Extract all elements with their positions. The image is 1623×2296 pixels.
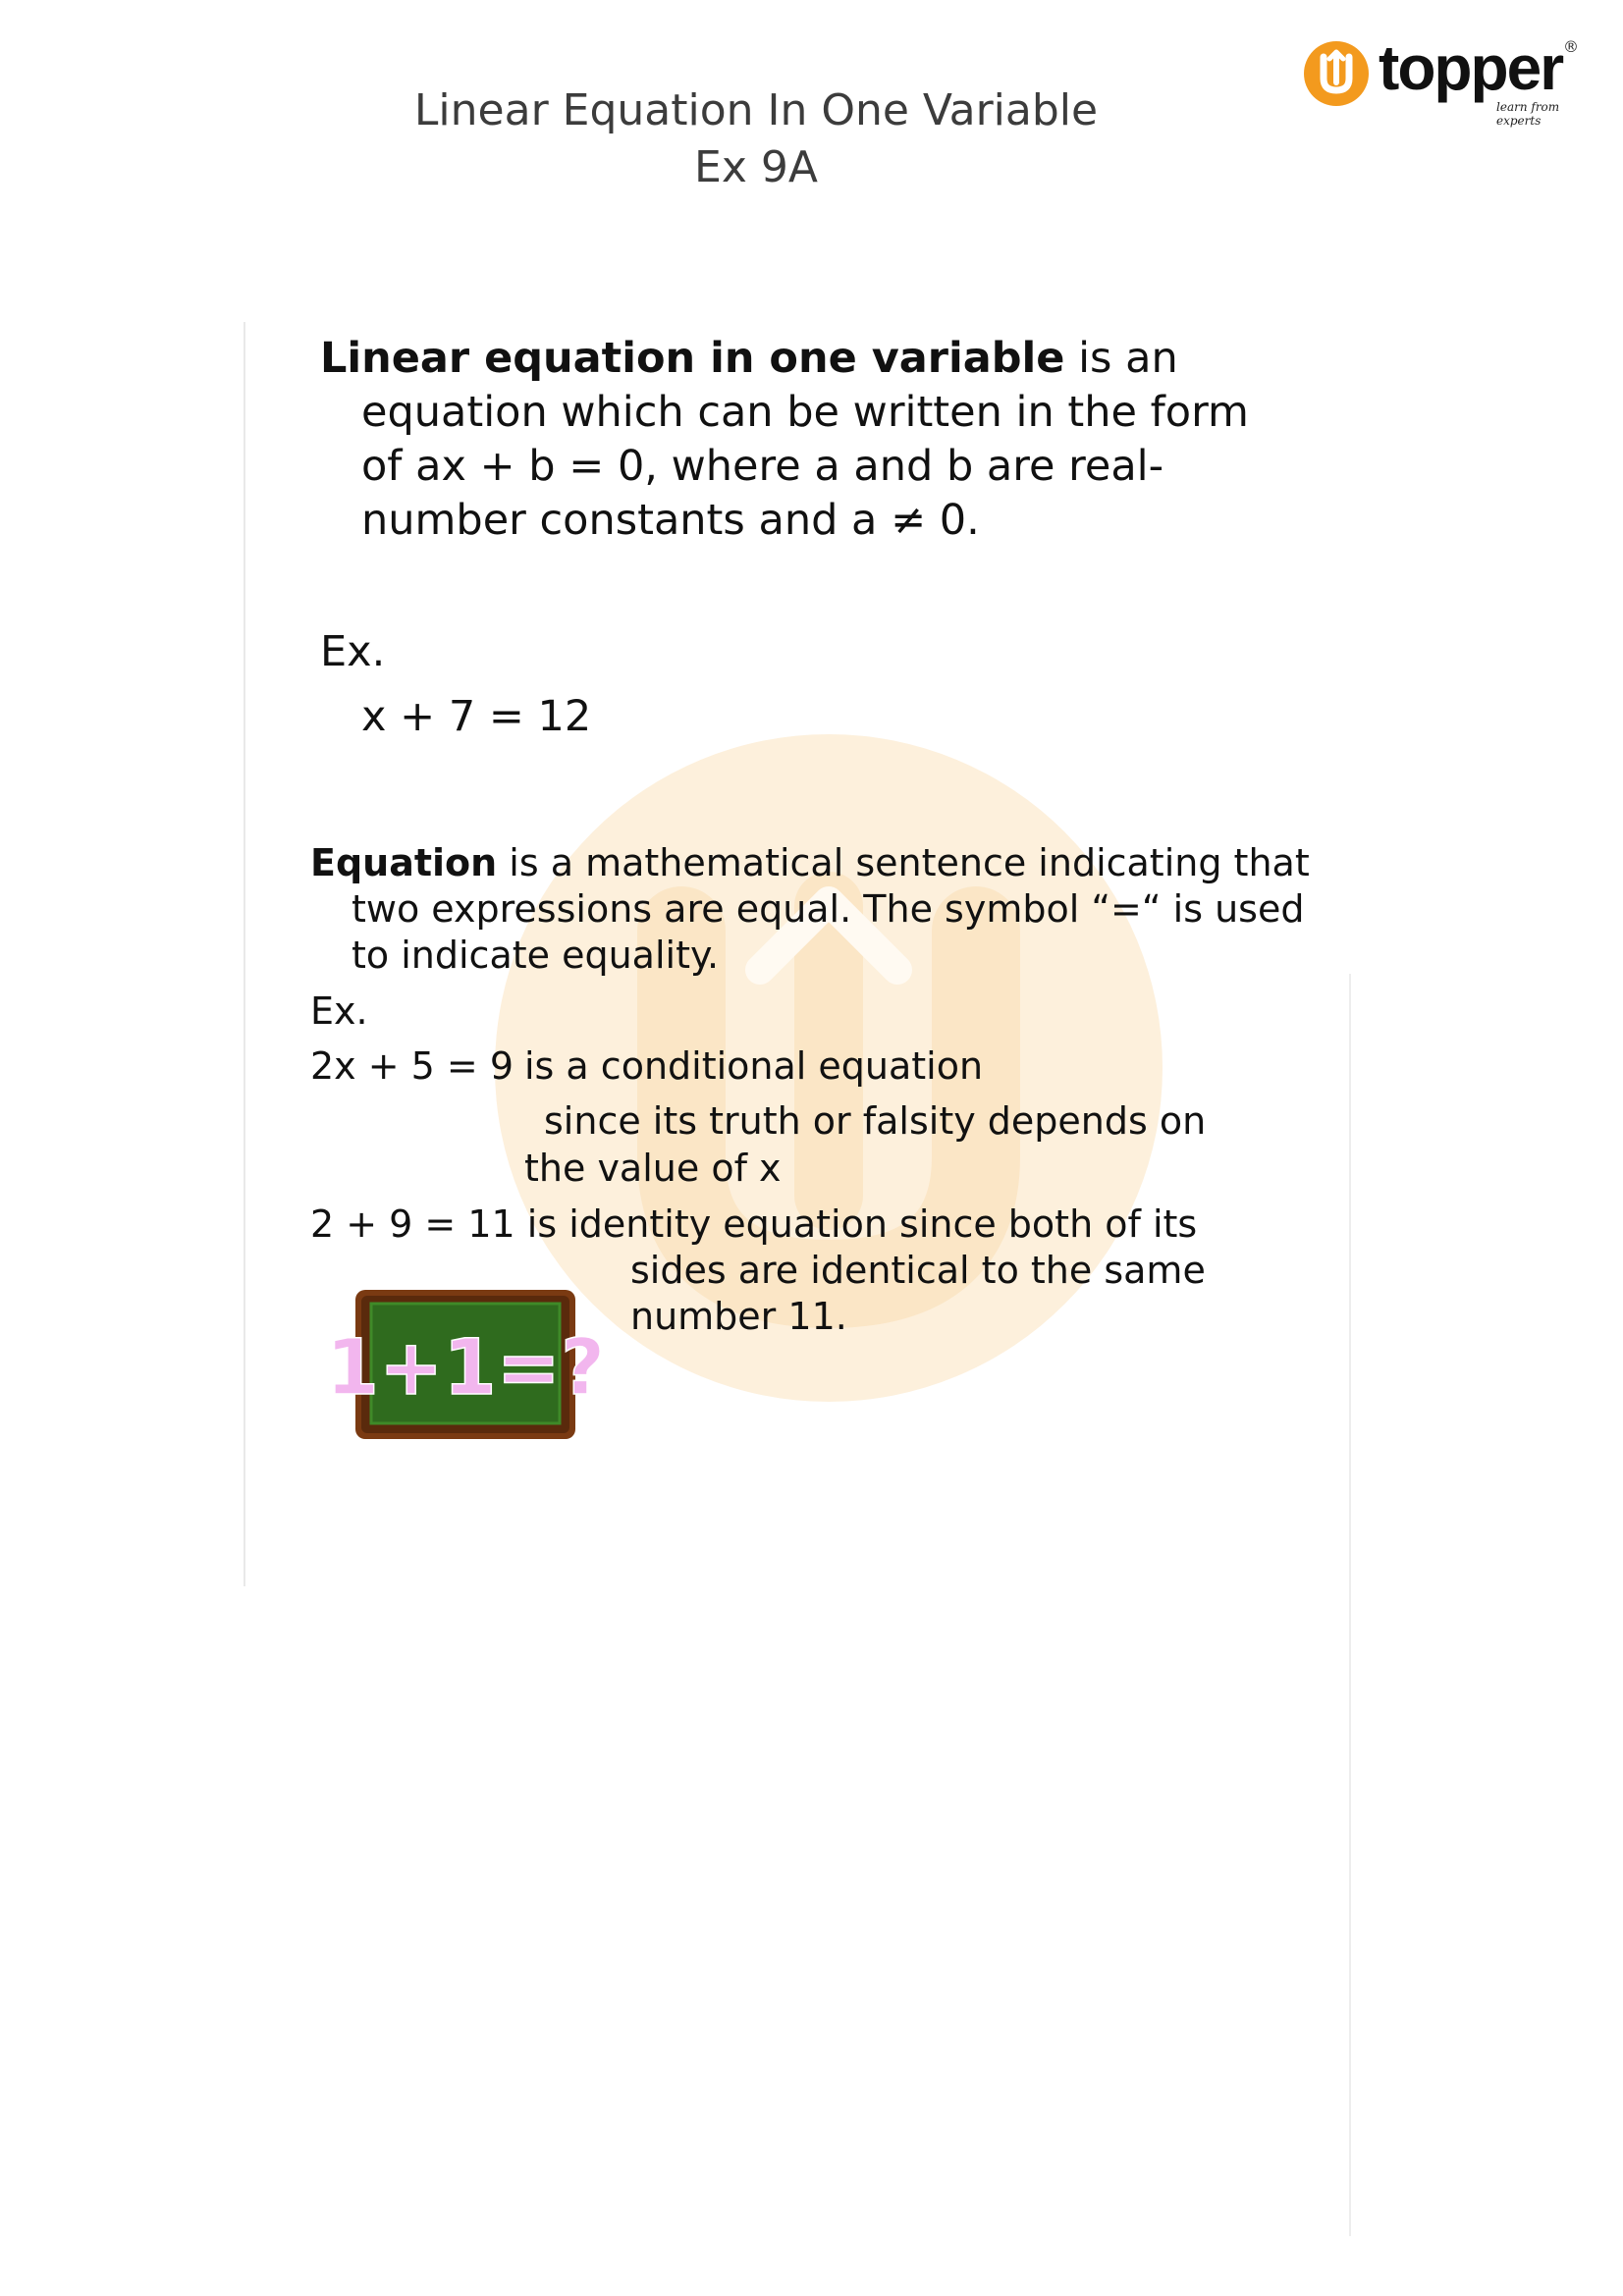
definition-line4: number constants and a ≠ 0. [361,496,980,545]
page-title-line1: Linear Equation In One Variable [413,85,1099,135]
equation-def-line1 [310,839,1310,886]
definition-line3: of ax + b = 0, where a and b are real- [361,442,1164,491]
identity-line2: sides are identical to the same [630,1249,1206,1292]
brand-tagline: learn from experts [1496,100,1560,128]
definition-line2: equation which can be written in the form [361,388,1249,437]
definition-term: Linear equation in one variable [320,334,1065,383]
conditional-line2: since its truth or falsity depends on [544,1099,1207,1143]
conditional-line3: the value of x [524,1147,782,1190]
example1-label: Ex. [320,627,386,676]
definition-line1-rest: is an [1064,334,1178,383]
conditional-text: is a conditional equation [524,1044,984,1088]
equation-def-line1-rest: is a mathematical sentence indicating that [497,841,1310,884]
equation-term: Equation [310,841,498,884]
brand-name: topper [1379,32,1563,103]
equation-def-line3: to indicate equality. [352,934,720,977]
registered-mark: ® [1563,37,1579,56]
page-title-line2: Ex 9A [694,142,818,192]
chalkboard-text: 1+1=? [325,1324,606,1413]
chalkboard-illustration [325,1288,606,1441]
example1-equation: x + 7 = 12 [361,692,592,741]
conditional-equation: 2x + 5 = 9 [310,1044,514,1088]
identity-line1: 2 + 9 = 11 is identity equation since both of its [310,1202,1198,1246]
identity-line3: number 11. [630,1295,847,1338]
example2-label: Ex. [310,989,368,1033]
definition-line1 [320,331,1178,386]
equation-def-line2: two expressions are equal. The symbol “=“ is used [352,887,1305,931]
